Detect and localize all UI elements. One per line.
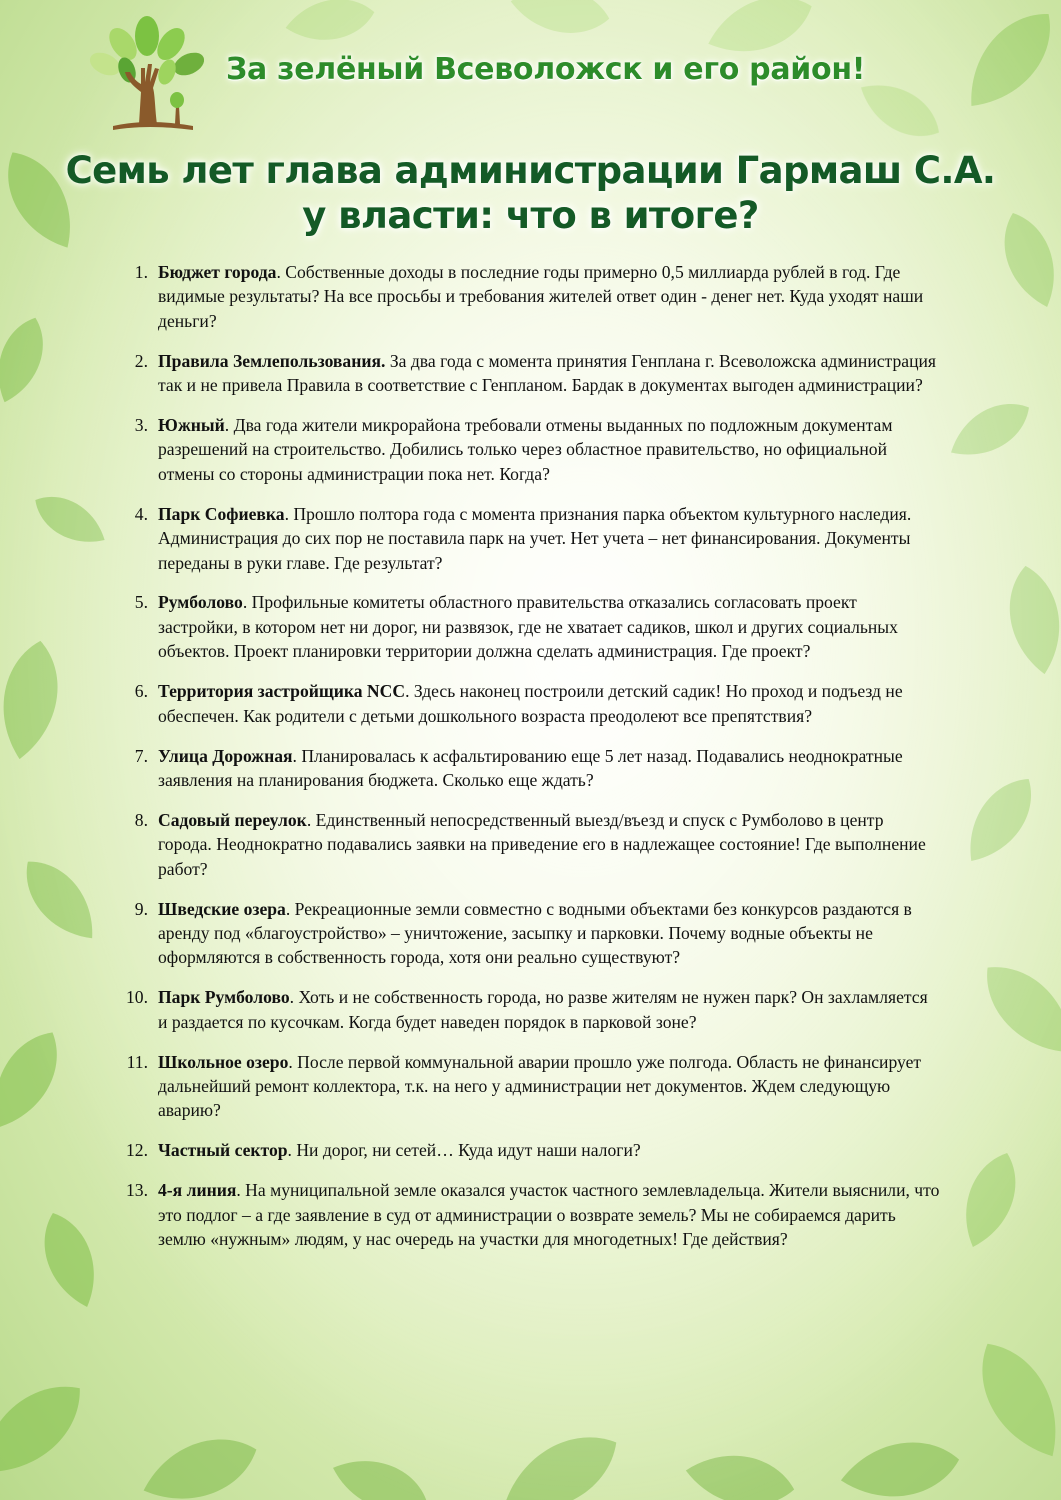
page-title xyxy=(0,148,1061,238)
item-text: . После первой коммунальной аварии прошло уже полгода. Область не финансирует дальнейший ремонт коллектора, т.к. на него у администрации нет документов. Ждем следующую аварию? xyxy=(158,1051,922,1121)
item-title: Шведские озера xyxy=(158,898,286,919)
list-item xyxy=(118,260,940,333)
list-item xyxy=(118,1138,940,1162)
item-text: . Два года жители микрорайона требовали отмены выданных по подложным документам разрешений на строительство. Добились только через областное правительство, но официальной отмены со стороны администрации пока нет. Когда? xyxy=(158,415,893,484)
list-item xyxy=(118,808,940,881)
item-title: Южный xyxy=(158,415,225,436)
list-item xyxy=(118,349,940,398)
issues-list xyxy=(118,260,940,1267)
item-number: 7. xyxy=(134,745,148,766)
item-number: 2. xyxy=(134,350,148,371)
item-title: 4-я линия xyxy=(158,1180,237,1201)
item-title: Правила Землепользования. xyxy=(158,350,386,371)
header xyxy=(0,0,1061,140)
item-title: Территория застройщика NCC xyxy=(158,681,406,702)
item-number: 13. xyxy=(126,1180,148,1201)
list-item xyxy=(118,897,940,970)
item-text: . Ни дорог, ни сетей… Куда идут наши налоги? xyxy=(287,1140,641,1161)
list-item xyxy=(118,413,940,486)
slogan: За зелёный Всеволожск и его район! xyxy=(226,52,866,87)
item-title: Садовый переулок xyxy=(158,809,307,830)
item-text: . Прошло полтора года с момента признания парка объектом культурного наследия. Администрация до сих пор не поставила парк на учет. Нет учета – нет финансирования. Документы переданы в руки главе. Где результат? xyxy=(158,503,912,573)
list-item xyxy=(118,679,940,728)
item-title: Школьное озеро xyxy=(158,1051,289,1072)
item-title: Частный сектор xyxy=(158,1140,288,1161)
list-item xyxy=(118,744,940,793)
item-title: Румболово xyxy=(158,592,243,613)
item-text: . Единственный непосредственный выезд/въезд и спуск с Румболово в центр города. Неоднократно подавались заявки на приведение его в надлежащее состояние! Где выполнение работ? xyxy=(158,809,926,879)
item-number: 11. xyxy=(126,1051,148,1072)
list-item xyxy=(118,502,940,575)
item-title: Парк Румболово xyxy=(158,987,290,1008)
item-number: 5. xyxy=(134,592,148,613)
item-text: . Профильные комитеты областного правительства отказались согласовать проект застройки, в котором нет ни дорог, ни развязок, где не хватает садиков, школ и других социальных объектов. Проект планировки территории должна сделать администрация. Где проект? xyxy=(158,592,898,662)
item-number: 8. xyxy=(134,809,148,830)
item-text: . Здесь наконец построили детский садик! Но проход и подъезд не обеспечен. Как родители с детьми дошкольного возраста преодолеют все препятствия? xyxy=(158,681,903,726)
item-number: 9. xyxy=(134,898,148,919)
item-text: . Хоть и не собственность города, но разве жителям не нужен парк? Он захламляется и раздается по кусочкам. Когда будет наведен порядок в парковой зоне? xyxy=(158,987,928,1032)
tree-hand-logo-icon xyxy=(83,14,213,134)
item-number: 12. xyxy=(126,1140,148,1161)
page-title-line-2: у власти: что в итоге? xyxy=(302,194,759,237)
list-item xyxy=(118,590,940,663)
item-number: 6. xyxy=(134,681,148,702)
item-text: . Рекреационные земли совместно с водными объектами без конкурсов раздаются в аренду под «благоустройство» – уничтожение, засыпку и парковки. Почему водные объекты не оформляются в собственность города, хотя они реально существуют? xyxy=(158,898,912,968)
item-title: Бюджет города xyxy=(158,262,277,282)
item-text: . На муниципальной земле оказался участок частного землевладельца. Жители выяснили, что это подлог – а где заявление в суд от администрации о возврате земель? Мы не собираемся дарить землю «нужным» людям, у нас очередь на участки для многодетных! Где действия? xyxy=(158,1180,940,1249)
item-text: . Собственные доходы в последние годы примерно 0,5 миллиарда рублей в год. Где видимые результаты? На все просьбы и требования жителей ответ один - денег нет. Куда уходят наши деньги? xyxy=(158,262,924,331)
list-item xyxy=(118,985,940,1034)
item-title: Улица Дорожная xyxy=(158,745,293,766)
list-item xyxy=(118,1050,940,1123)
item-title: Парк Софиевка xyxy=(158,503,285,524)
item-number: 10. xyxy=(126,987,148,1008)
item-number: 1. xyxy=(134,262,148,282)
item-number: 4. xyxy=(134,503,148,524)
list-item xyxy=(118,1178,940,1251)
item-number: 3. xyxy=(134,415,148,436)
item-text: . Планировалась к асфальтированию еще 5 лет назад. Подавались неоднократные заявления на планирования бюджета. Сколько еще ждать? xyxy=(158,745,903,790)
item-text: За два года с момента принятия Генплана г. Всеволожска администрация так и не привела Правила в соответствие с Генпланом. Бардак в документах выгоден администрации? xyxy=(158,350,936,396)
page-title-line-1: Семь лет глава администрации Гармаш С.А. xyxy=(65,149,996,192)
